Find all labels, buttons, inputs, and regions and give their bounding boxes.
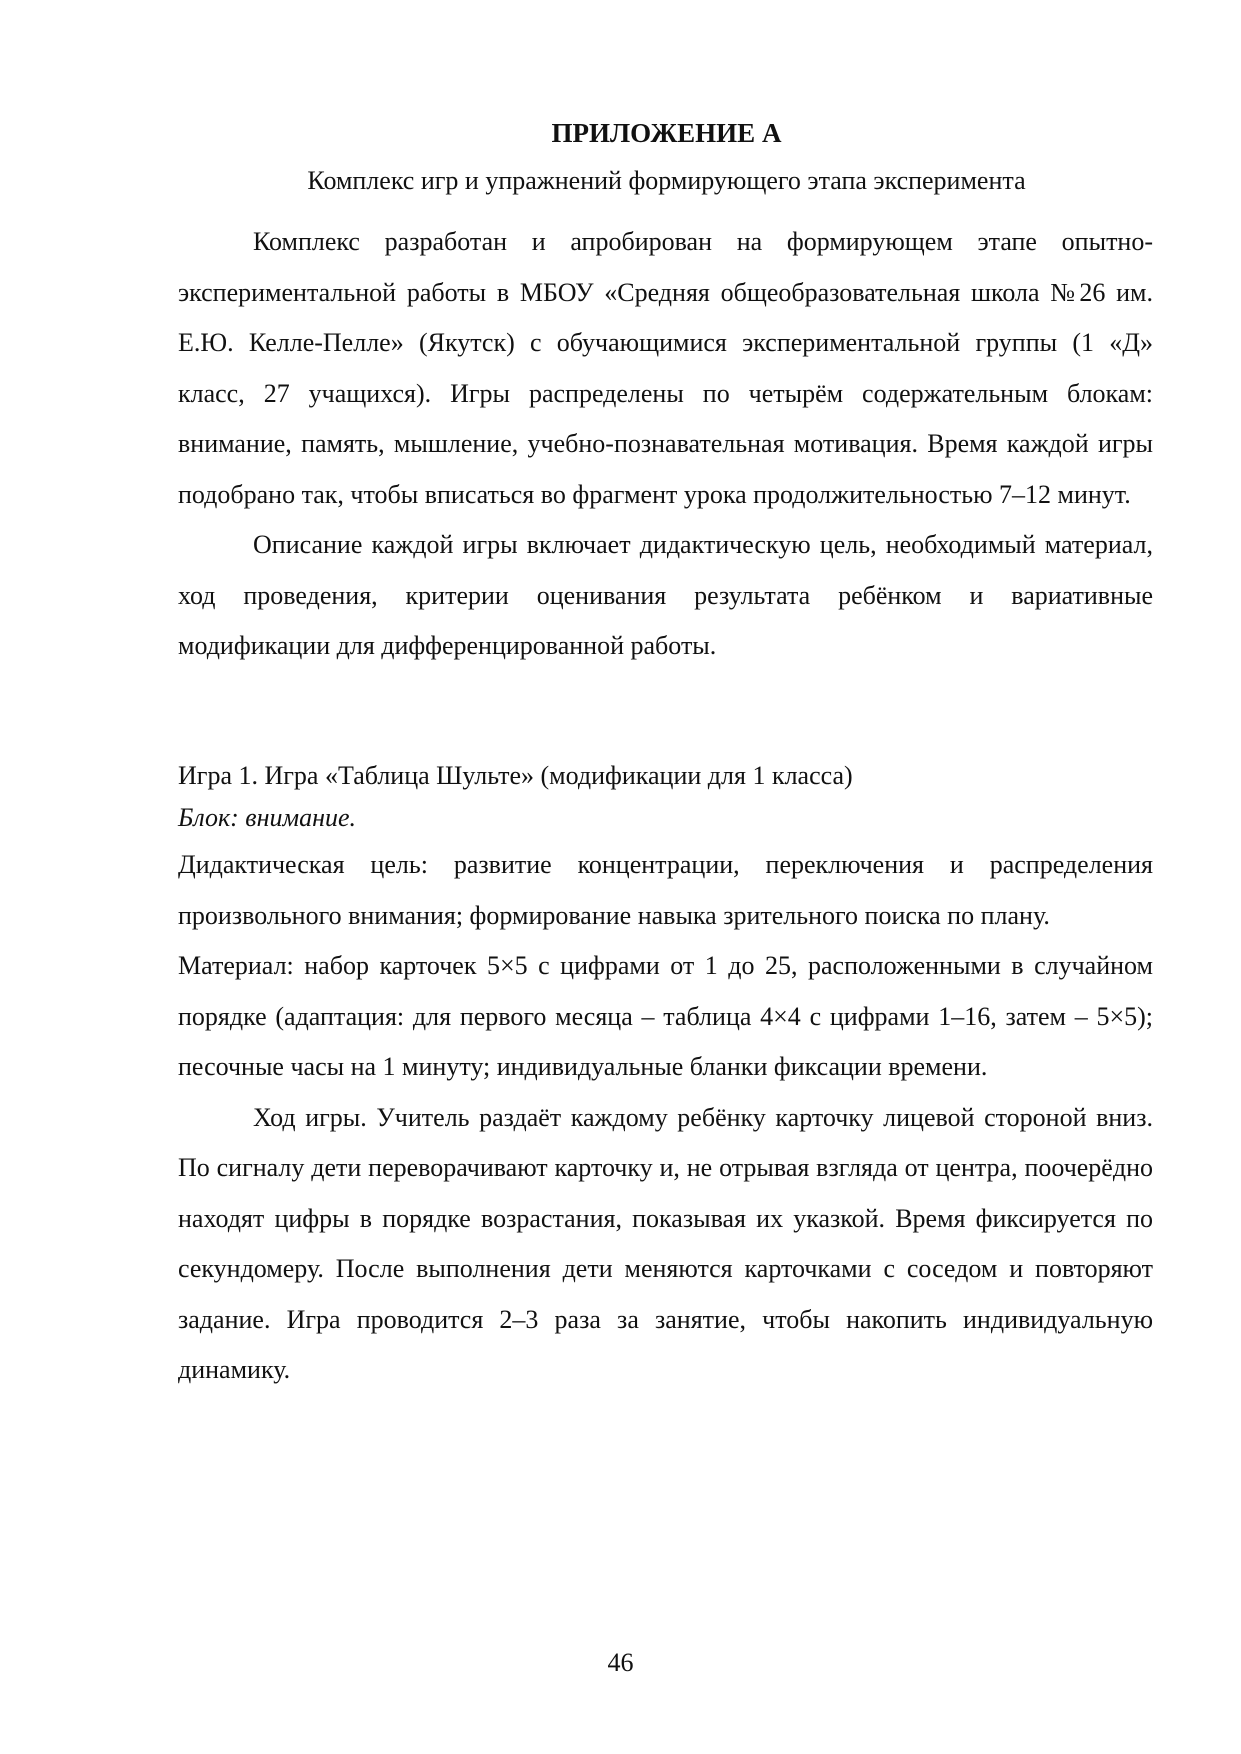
game-1-title: Игра 1. Игра «Таблица Шульте» (модификации для 1 класса) [178,761,853,790]
game-1-section [178,755,1153,1396]
game-1-procedure: Ход игры. Учитель раздаёт каждому ребёнку карточку лицевой стороной вниз. По сигналу дети переворачивают карточку и, не отрывая взгляда от центра, поочерёдно находят цифры в порядке возрастания, показывая их указкой. Время фиксируется по секундомеру. После выполнения дети меняются карточками с соседом и повторяют задание. Игра проводится 2–3 раза за занятие, чтобы накопить индивидуальную динамику. [178,1102,1153,1384]
appendix-title: ПРИЛОЖЕНИЕ А [551,118,782,148]
game-1-block: Блок: внимание. [178,803,357,832]
game-1-body [178,840,1153,1396]
appendix-subtitle: Комплекс игр и упражнений формирующего этапа эксперимента [307,166,1026,195]
intro-section [178,217,1153,672]
game-1-goal: Дидактическая цель: развитие концентрации, переключения и распределения произвольного внимания; формирование навыка зрительного поиска по плану. [178,850,1153,930]
page-number: 46 [607,1648,634,1677]
intro-paragraph-1: Комплекс разработан и апробирован на формирующем этапе опытно-экспериментальной работы в МБОУ «Средняя общеобразовательная школа №26 им. Е.Ю. Келле-Пелле» (Якутск) с обучающимися экспериментальной группы (1 «Д» класс, 27 учащихся). Игры распределены по четырём содержательным блокам: внимание, память, мышление, учебно-познавательная мотивация. Время каждой игры подобрано так, чтобы вписаться во фрагмент урока продолжительностью 7–12 минут. [178,227,1153,509]
game-1-material: Материал: набор карточек 5×5 с цифрами от 1 до 25, расположенными в случайном порядке (адаптация: для первого месяца – таблица 4×4 с цифрами 1–16, затем – 5×5); песочные часы на 1 минуту; индивидуальные бланки фиксации времени. [178,951,1153,1081]
intro-paragraph-2: Описание каждой игры включает дидактическую цель, необходимый материал, ход проведения, критерии оценивания результата ребёнком и вариативные модификации для дифференцированной работы. [178,530,1153,660]
